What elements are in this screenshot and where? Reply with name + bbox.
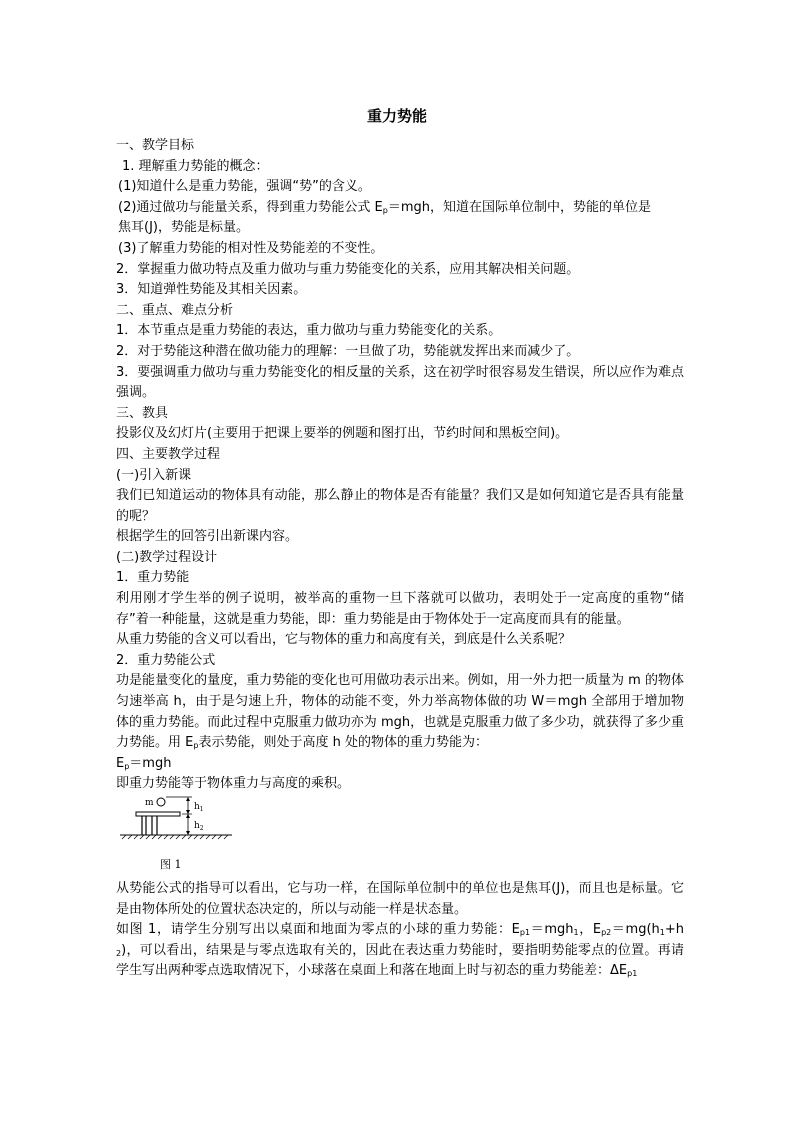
subsection-heading: (二)教学过程设计 (116, 549, 218, 565)
paragraph: 2．掌握重力做功特点及重力做功与重力势能变化的关系，应用其解决相关问题。 (116, 261, 580, 277)
document-body (116, 136, 684, 982)
paragraph: 2．对于势能这种潜在做功能力的理解：一旦做了功，势能就发挥出来而减少了。 (116, 343, 580, 359)
h2-label: $h_2$ (194, 821, 204, 832)
text-run: ＝mgh (530, 922, 574, 938)
paragraph (116, 198, 684, 219)
paragraph: 即重力势能等于物体重力与高度的乘积。 (116, 776, 351, 792)
text-run: (2)通过做功与能量关系，得到重力势能公式 E (118, 199, 383, 215)
paragraph: 从重力势能的含义可以看出，它与物体的重力和高度有关，到底是什么关系呢？ (116, 632, 572, 648)
arrow-head (186, 831, 190, 835)
paragraph: 焦耳(J)，势能是标量。 (118, 220, 249, 236)
subscript: p1 (627, 969, 638, 979)
subscript: 2 (116, 948, 122, 958)
arrow-head (186, 797, 190, 801)
text-run: 如图 1，请学生分别写出以桌面和地面为零点的小球的重力势能：E (116, 922, 520, 938)
paragraph: 利用刚才学生举的例子说明，被举高的重物一旦下落就可以做功，表明处于一定高度的重物“储存”着一种能量，这就是重力势能，即：重力势能是由于物体处于一定高度而具有的能量。 (116, 591, 684, 627)
paragraph (116, 671, 684, 753)
text-run: +h (664, 922, 685, 938)
text-run: 表示势能，则处于高度 h 处的物体的重力势能为： (198, 735, 488, 751)
subscript: 1 (573, 928, 579, 938)
table-top-shape (136, 812, 180, 816)
paragraph: 3．知道弹性势能及其相关因素。 (116, 282, 307, 298)
text-run: )，可以看出，结果是与零点选取有关的，因此在表达重力势能时，要指明势能零点的位置。再请学生写出两种零点选取情况下，小球落在桌面上和落在地面上时与初态的重力势能差：ΔE (116, 942, 684, 979)
section-heading: 二、重点、难点分析 (116, 302, 234, 318)
formula (116, 754, 684, 775)
paragraph: 根据学生的回答引出新课内容。 (116, 529, 299, 545)
subsection-heading: (一)引入新课 (116, 467, 192, 483)
paragraph: 我们已知道运动的物体具有动能，那么静止的物体是否有能量？我们又是如何知道它是否具有能量的呢？ (116, 488, 684, 524)
subscript: p (193, 741, 199, 751)
text-run: ＝mg(h (611, 922, 660, 938)
paragraph: (1)知道什么是重力势能，强调“势”的含义。 (118, 179, 371, 195)
section-heading: 四、主要教学过程 (116, 446, 221, 462)
subscript: p2 (601, 928, 612, 938)
arrow-head (186, 814, 190, 818)
subscript: p1 (519, 928, 531, 938)
table-ball-diagram (116, 795, 316, 879)
text-run: ＝mgh，知道在国际单位制中，势能的单位是 (387, 199, 651, 215)
ground-hatch (122, 835, 228, 839)
section-heading: 一、教学目标 (116, 138, 195, 153)
figure-1 (116, 795, 684, 879)
paragraph: 3．要强调重力做功与重力势能变化的相反量的关系，这在初学时很容易发生错误，所以应作为难点强调。 (116, 364, 684, 401)
paragraph: 从势能公式的指导可以看出，它与功一样，在国际单位制中的单位也是焦耳(J)，而且也是标量。它是由物体所处的位置状态决定的，所以与动能一样是状态量。 (116, 881, 684, 917)
subscript: p (382, 205, 388, 215)
paragraph: 1. 理解重力势能的概念： (122, 158, 269, 174)
paragraph (116, 920, 684, 982)
text-run: 功是能量变化的量度，重力势能的变化也可用做功表示出来。例如，用一外力把一质量为 m 的物体匀速举高 h，由于是匀速上升，物体的动能不变，外力举高物体做的功 W＝mgh 全部用于增加物体的重力势能。而此过程中克服重力做功亦为 mgh，也就是克服重力做了多少功，就获得了多少重力势能。用 E (116, 673, 684, 751)
subsection-heading: 1．重力势能 (116, 570, 190, 586)
paragraph: (3)了解重力势能的相对性及势能差的不变性。 (118, 240, 384, 256)
subscript: p (124, 761, 130, 771)
page-title: 重力势能 (366, 107, 427, 125)
figure-caption: 图 1 (160, 858, 182, 871)
text-run: E (116, 755, 125, 771)
section-heading: 三、教具 (116, 405, 169, 421)
paragraph: 投影仪及幻灯片(主要用于把课上要举的例题和图打出，节约时间和黑板空间)。 (116, 426, 569, 442)
mass-label: m (145, 798, 154, 808)
text-run: ，E (578, 922, 602, 938)
paragraph: 1．本节重点是重力势能的表达，重力做功与重力势能变化的关系。 (116, 323, 502, 339)
subscript: 1 (659, 928, 665, 938)
text-run: ＝mgh (129, 755, 172, 771)
ball-shape (157, 798, 165, 806)
subsection-heading: 2．重力势能公式 (116, 652, 216, 668)
h1-label: $h_1$ (194, 802, 204, 813)
arrow-head (186, 810, 190, 814)
